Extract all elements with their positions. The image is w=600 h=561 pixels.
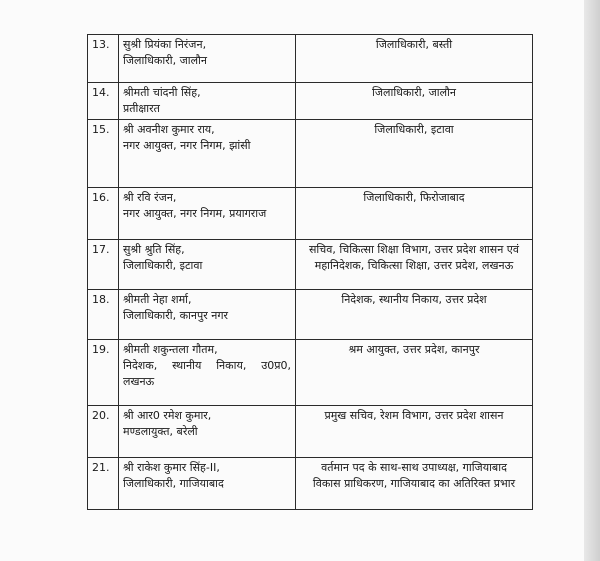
officer-name: श्री राकेश कुमार सिंह-II, — [123, 461, 220, 474]
officer-current-post: नगर आयुक्त, नगर निगम, झांसी — [123, 139, 251, 152]
new-post: जिलाधिकारी, इटावा — [374, 123, 454, 136]
post-word: स्थानीय — [172, 359, 202, 372]
table-row — [88, 290, 533, 340]
serial-number: 15. — [88, 120, 119, 188]
new-post: जिलाधिकारी, बस्ती — [375, 38, 453, 51]
officer-name: सुश्री श्रुति सिंह, — [123, 243, 185, 256]
officer-name: सुश्री प्रियंका निरंजन, — [123, 38, 207, 51]
table-row — [88, 406, 533, 458]
officer-cell — [119, 458, 296, 510]
new-post-cell — [296, 458, 533, 510]
new-post-cell — [296, 188, 533, 240]
officer-cell — [119, 188, 296, 240]
officer-current-post-continued: लखनऊ — [123, 375, 155, 388]
officer-name: श्री आर0 रमेश कुमार, — [123, 409, 212, 422]
new-post: जिलाधिकारी, जालौन — [372, 86, 456, 99]
new-post: सचिव, चिकित्सा शिक्षा विभाग, उत्तर प्रदेश शासन एवं — [309, 243, 519, 256]
officer-name: श्रीमती चांदनी सिंह, — [123, 86, 201, 99]
officer-cell — [119, 83, 296, 120]
serial-number: 20. — [88, 406, 119, 458]
appointments-table — [87, 34, 533, 510]
new-post: जिलाधिकारी, फिरोजाबाद — [363, 191, 465, 204]
page-edge-shadow — [584, 0, 600, 561]
officer-current-post: प्रतीक्षारत — [123, 102, 160, 115]
officer-cell — [119, 340, 296, 406]
post-word: निदेशक, — [123, 359, 158, 372]
serial-number: 21. — [88, 458, 119, 510]
officer-name: श्री अवनीश कुमार राय, — [123, 123, 215, 136]
new-post-continued: विकास प्राधिकरण, गाजियाबाद का अतिरिक्त प्रभार — [312, 477, 516, 490]
table-row — [88, 120, 533, 188]
officer-current-post: जिलाधिकारी, गाजियाबाद — [123, 477, 224, 490]
serial-number: 18. — [88, 290, 119, 340]
table-row — [88, 83, 533, 120]
post-word: निकाय, — [216, 359, 247, 372]
officer-current-post: जिलाधिकारी, कानपुर नगर — [123, 309, 229, 322]
table-row — [88, 35, 533, 83]
table-row — [88, 458, 533, 510]
serial-number: 13. — [88, 35, 119, 83]
officer-name: श्री रवि रंजन, — [123, 191, 177, 204]
new-post-cell — [296, 83, 533, 120]
officer-name: श्रीमती शकुन्तला गौतम, — [123, 343, 218, 356]
new-post-cell — [296, 340, 533, 406]
officer-current-post — [123, 358, 291, 374]
new-post-cell — [296, 240, 533, 290]
serial-number: 17. — [88, 240, 119, 290]
officer-cell — [119, 406, 296, 458]
officer-current-post: नगर आयुक्त, नगर निगम, प्रयागराज — [123, 207, 267, 220]
officer-current-post: जिलाधिकारी, इटावा — [123, 259, 203, 272]
new-post: प्रमुख सचिव, रेशम विभाग, उत्तर प्रदेश शासन — [324, 409, 504, 422]
new-post: निदेशक, स्थानीय निकाय, उत्तर प्रदेश — [341, 293, 487, 306]
serial-number: 19. — [88, 340, 119, 406]
officer-name: श्रीमती नेहा शर्मा, — [123, 293, 192, 306]
new-post-continued: महानिदेशक, चिकित्सा शिक्षा, उत्तर प्रदेश, लखनऊ — [314, 259, 514, 272]
table-row — [88, 240, 533, 290]
new-post-cell — [296, 35, 533, 83]
serial-number: 14. — [88, 83, 119, 120]
post-word: उ0प्र0, — [261, 359, 291, 372]
new-post: वर्तमान पद के साथ-साथ उपाध्यक्ष, गाजियाबाद — [321, 461, 507, 474]
officer-cell — [119, 290, 296, 340]
officer-cell — [119, 120, 296, 188]
officer-cell — [119, 240, 296, 290]
new-post-cell — [296, 290, 533, 340]
officer-current-post: जिलाधिकारी, जालौन — [123, 54, 207, 67]
table-row — [88, 340, 533, 406]
officer-cell — [119, 35, 296, 83]
new-post-cell — [296, 406, 533, 458]
serial-number: 16. — [88, 188, 119, 240]
new-post: श्रम आयुक्त, उत्तर प्रदेश, कानपुर — [348, 343, 480, 356]
table-row — [88, 188, 533, 240]
new-post-cell — [296, 120, 533, 188]
officer-current-post: मण्डलायुक्त, बरेली — [123, 425, 198, 438]
